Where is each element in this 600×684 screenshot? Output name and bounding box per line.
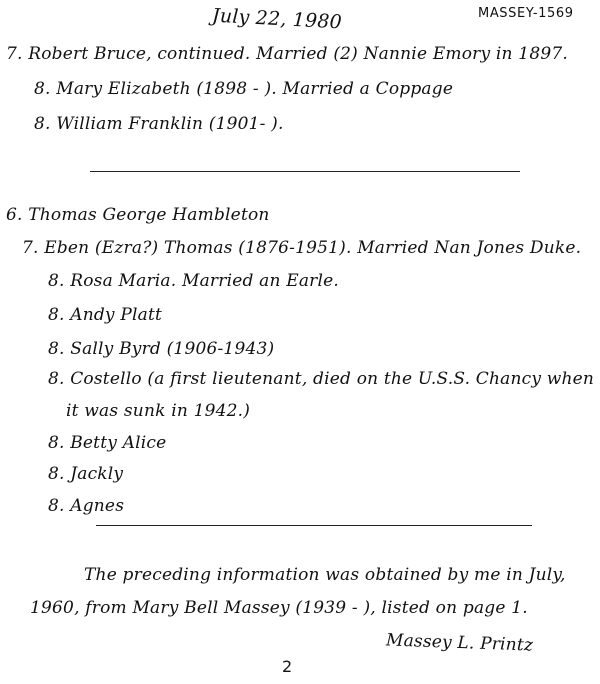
- entry-line: 7. Eben (Ezra?) Thomas (1876-1951). Married Nan Jones Duke.: [22, 238, 582, 258]
- entry-line: 8. Agnes: [48, 496, 125, 516]
- entry-line: it was sunk in 1942.): [66, 401, 251, 421]
- divider-line: [90, 171, 520, 172]
- entry-line: 8. Rosa Maria. Married an Earle.: [48, 271, 340, 291]
- entry-line: 8. Betty Alice: [48, 433, 167, 453]
- reference-code: MASSEY-1569: [478, 6, 574, 21]
- document-date: July 22, 1980: [211, 4, 343, 34]
- divider-line: [96, 525, 532, 526]
- entry-line: 7. Robert Bruce, continued. Married (2) Nannie Emory in 1897.: [6, 44, 568, 64]
- page-number: 2: [282, 657, 293, 676]
- entry-line: 8. William Franklin (1901- ).: [34, 114, 284, 134]
- entry-line: 8. Mary Elizabeth (1898 - ). Married a Coppage: [34, 79, 454, 99]
- entry-line: 8. Andy Platt: [48, 305, 163, 325]
- note-line: The preceding information was obtained by me in July,: [84, 565, 566, 585]
- entry-line: 8. Jackly: [48, 464, 124, 484]
- signature: Massey L. Printz: [385, 630, 534, 656]
- entry-line: 8. Costello (a first lieutenant, died on the U.S.S. Chancy when: [48, 369, 595, 389]
- entry-line: 6. Thomas George Hambleton: [6, 205, 270, 225]
- note-line: 1960, from Mary Bell Massey (1939 - ), listed on page 1.: [30, 598, 528, 618]
- entry-line: 8. Sally Byrd (1906-1943): [48, 339, 275, 359]
